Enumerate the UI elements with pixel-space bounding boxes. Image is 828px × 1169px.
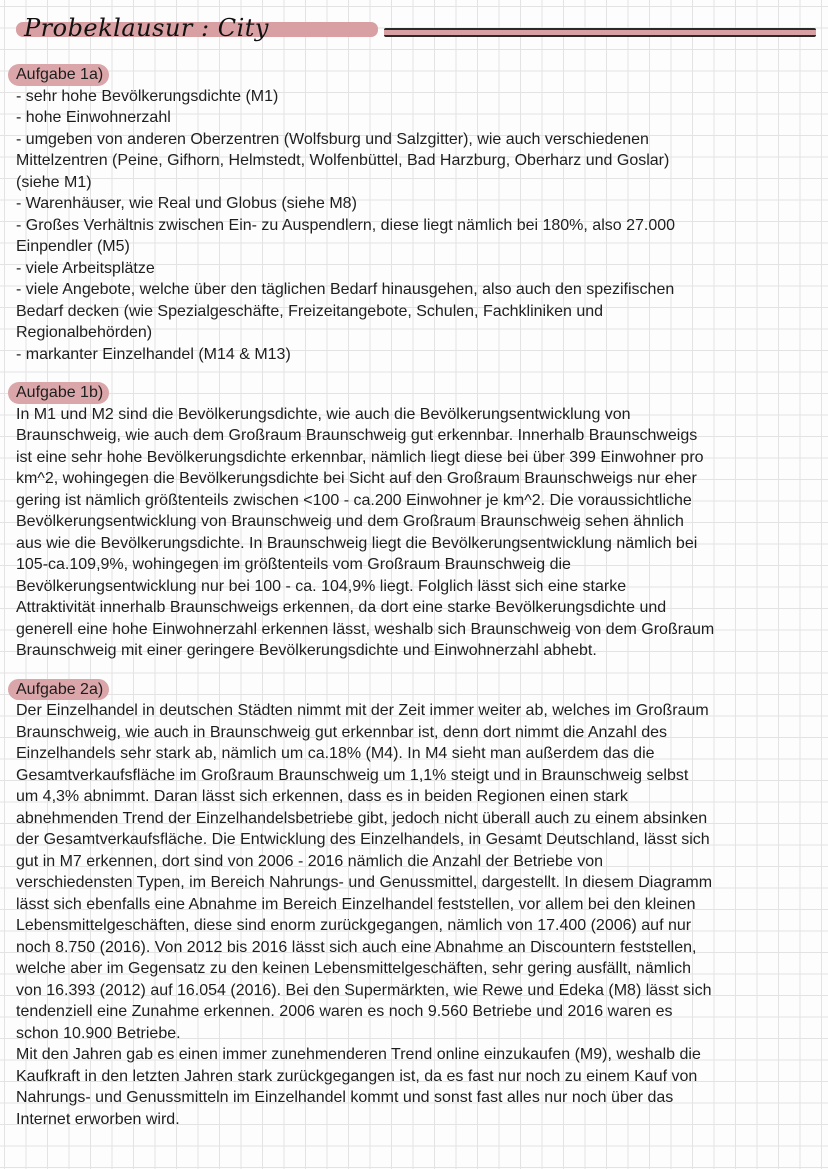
text-line: Braunschweig, wie auch dem Großraum Braunschweig gut erkennbar. Innerhalb Braunschweigs	[16, 427, 698, 444]
text-line: Bedarf decken (wie Spezialgeschäfte, Freizeitangebote, Schulen, Fachkliniken und	[16, 302, 604, 320]
text-line: Attraktivität innerhalb Braunschweigs erkennen, da dort eine starke Bevölkerungsdichte und	[16, 599, 667, 616]
text-line: - Großes Verhältnis zwischen Ein- zu Auspendlern, diese liegt nämlich bei 180%, also 27.000	[16, 216, 676, 234]
title-underline-decoration	[384, 28, 816, 37]
text-line: - markanter Einzelhandel (M14 & M13)	[16, 345, 291, 363]
text-line: Lebensmittelgeschäften, diese sind enorm zurückgegangen, nämlich von 17.400 (2006) auf nur	[16, 917, 692, 934]
section-heading: Aufgabe 2a)	[8, 679, 109, 701]
text-line: ist eine sehr hohe Bevölkerungsdichte erkennbar, nämlich liegt diese bei über 399 Einwohner pro	[16, 448, 704, 466]
text-line: gut in M7 erkennen, dort sind von 2006 - 2016 nämlich die Anzahl der Betriebe von	[16, 852, 604, 870]
section-aufgabe-1b	[16, 382, 816, 662]
text-line: noch 8.750 (2016). Von 2012 bis 2016 lässt sich auch eine Abnahme an Discountern feststellen,	[16, 938, 697, 956]
text-line: um 4,3% abnimmt. Daran lässt sich erkennen, dass es in beiden Regionen einen stark	[16, 788, 628, 805]
text-line: Der Einzelhandel in deutschen Städten nimmt mit der Zeit immer weiter ab, welches im Großraum	[16, 702, 709, 719]
section-body	[16, 700, 816, 1130]
text-line: - sehr hohe Bevölkerungsdichte (M1)	[16, 87, 279, 105]
text-line: - Warenhäuser, wie Real und Globus (siehe M8)	[16, 195, 357, 212]
text-line: Braunschweig mit einer geringere Bevölkerungsdichte und Einwohnerzahl abhebt.	[16, 642, 597, 659]
text-line: Mit den Jahren gab es einen immer zunehmenderen Trend online einzukaufen (M9), weshalb die	[16, 1046, 701, 1063]
text-line: - viele Arbeitsplätze	[16, 259, 155, 277]
section-heading: Aufgabe 1a)	[8, 64, 109, 86]
text-line: In M1 und M2 sind die Bevölkerungsdichte, wie auch die Bevölkerungsentwicklung von	[16, 405, 631, 423]
text-line: - umgeben von anderen Oberzentren (Wolfsburg und Salzgitter), wie auch verschiedenen	[16, 130, 649, 148]
section-aufgabe-1a	[16, 64, 816, 365]
text-line: der Gesamtverkaufsfläche. Die Entwicklung des Einzelhandels, in Gesamt Deutschland, lässt sich	[16, 831, 710, 848]
text-line: Bevölkerungsentwicklung von Braunschweig und dem Großraum Braunschweig sehen ähnlich	[16, 513, 684, 530]
text-line: schon 10.900 Betriebe.	[16, 1024, 181, 1042]
section-body	[16, 86, 816, 366]
text-line: welche aber im Gegensatz zu den keinen Lebensmittelgeschäften, sehr gering ausfällt, nämlich	[16, 960, 692, 977]
text-line: 105-ca.109,9%, wohingegen im größtenteils vom Großraum Braunschweig die	[16, 556, 571, 573]
section-aufgabe-2a	[16, 679, 816, 1131]
text-line: gering ist nämlich größtenteils zwischen <100 - ca.200 Einwohner je km^2. Die voraussichtliche	[16, 491, 692, 509]
text-line: Regionalbehörden)	[16, 324, 153, 341]
title-row	[16, 12, 816, 56]
text-line: generell eine hohe Einwohnerzahl erkennen lässt, weshalb sich Braunschweig von dem Großraum	[16, 620, 715, 638]
text-line: Braunschweig, wie auch in Braunschweig gut erkennbar ist, denn dort nimmt die Anzahl des	[16, 723, 668, 741]
text-line: Einpendler (M5)	[16, 238, 130, 255]
text-line: Einzelhandels sehr stark ab, nämlich um ca.18% (M4). In M4 sieht man außerdem das die	[16, 745, 655, 762]
text-line: (siehe M1)	[16, 173, 92, 191]
text-line: Nahrungs- und Genussmitteln im Einzelhandel kommt und sonst fast alles nur noch über das	[16, 1089, 674, 1106]
section-heading: Aufgabe 1b)	[8, 382, 109, 404]
text-line: - hohe Einwohnerzahl	[16, 109, 171, 126]
text-line: tendenziell eine Zunahme erkennen. 2006 waren es noch 9.560 Betriebe und 2016 waren es	[16, 1003, 673, 1020]
text-line: Bevölkerungsentwicklung nur bei 100 - ca. 104,9% liegt. Folglich lässt sich eine starke	[16, 577, 627, 595]
text-line: abnehmenden Trend der Einzelhandelsbetriebe gibt, jedoch nicht überall auch zu einem absinken	[16, 809, 708, 827]
text-line: lässt sich ebenfalls eine Abnahme im Bereich Einzelhandel feststellen, vor allem bei den kleinen	[16, 895, 696, 913]
section-body	[16, 404, 816, 662]
document-page	[16, 12, 816, 1130]
text-line: - viele Angebote, welche über den täglichen Bedarf hinausgehen, also auch den spezifischen	[16, 281, 675, 298]
text-line: von 16.393 (2012) auf 16.054 (2016). Bei den Supermärkten, wie Rewe und Edeka (M8) lässt sich	[16, 981, 712, 999]
text-line: km^2, wohingegen die Bevölkerungsdichte bei Sicht auf den Großraum Braunschweigs nur eher	[16, 470, 697, 487]
page-title: Probeklausur : City	[24, 14, 269, 42]
text-line: Mittelzentren (Peine, Gifhorn, Helmstedt, Wolfenbüttel, Bad Harzburg, Oberharz und Goslar)	[16, 152, 670, 169]
text-line: Gesamtverkaufsfläche im Großraum Braunschweig um 1,1% steigt und in Braunschweig selbst	[16, 766, 689, 784]
text-line: Internet erworben wird.	[16, 1110, 180, 1128]
text-line: Kaufkraft in den letzten Jahren stark zurückgegangen ist, da es fast nur noch zu einem Kauf von	[16, 1067, 698, 1085]
text-line: aus wie die Bevölkerungsdichte. In Braunschweig liegt die Bevölkerungsentwicklung nämlich bei	[16, 534, 698, 552]
text-line: verschiedensten Typen, im Bereich Nahrungs- und Genussmittel, dargestellt. In diesem Diagramm	[16, 874, 713, 891]
